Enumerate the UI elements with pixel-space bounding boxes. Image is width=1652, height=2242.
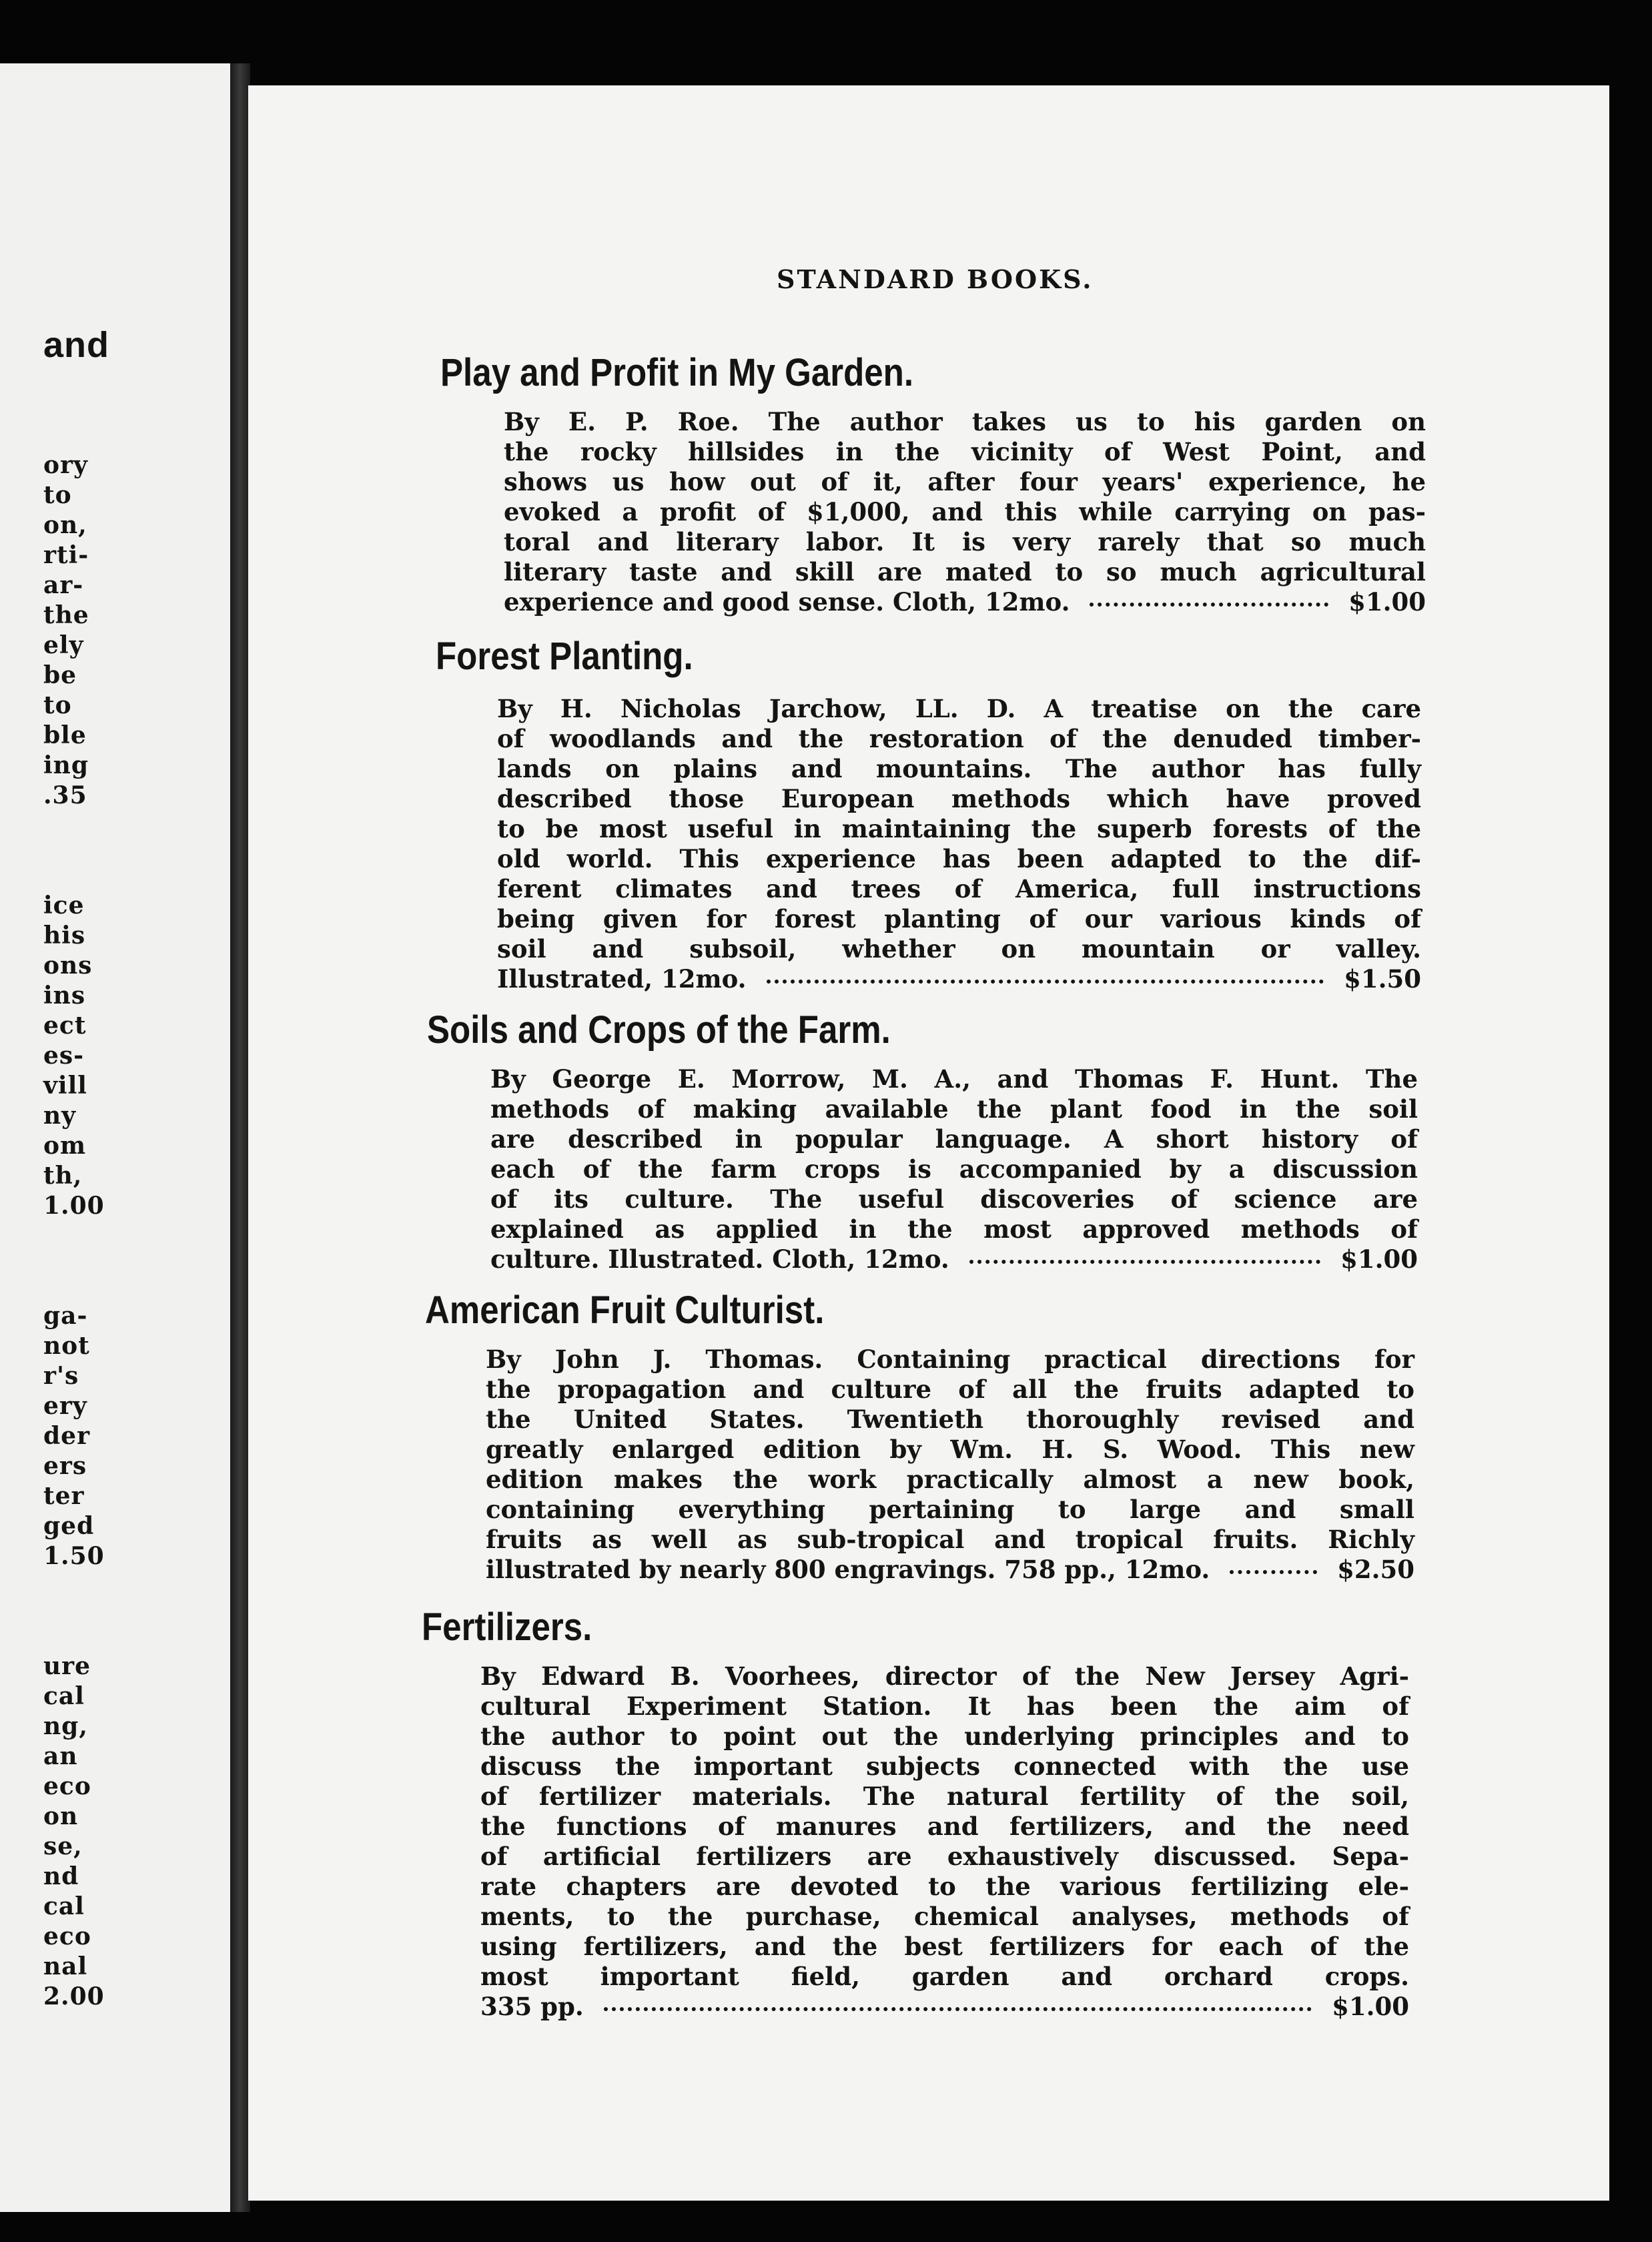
- book-description-line: cultural Experiment Station. It has been the aim of: [480, 1692, 1409, 1721]
- book-price-line: [497, 964, 1421, 994]
- book-price-line: [504, 587, 1426, 617]
- left-page-text-fragment: vill: [43, 1072, 87, 1100]
- left-page-text-fragment: om: [43, 1132, 87, 1160]
- dot-leader: [969, 1260, 1320, 1264]
- book-price: $1.00: [1340, 1244, 1418, 1274]
- left-page-text-fragment: and: [43, 325, 110, 365]
- left-page-text-fragment: der: [43, 1422, 91, 1450]
- book-description-line: the author to point out the underlying principles and to: [480, 1722, 1409, 1751]
- left-page-text-fragment: ice: [43, 891, 85, 919]
- left-page-text-fragment: ery: [43, 1392, 87, 1420]
- left-page-text-fragment: ure: [43, 1652, 91, 1680]
- book-description-line: being given for forest planting of our various kinds of: [497, 904, 1421, 933]
- book-description-line: discuss the important subjects connected with the use: [480, 1752, 1409, 1781]
- page-header: STANDARD BOOKS.: [777, 264, 1094, 294]
- book-description-line: rate chapters are devoted to the various fertilizing ele-: [480, 1872, 1409, 1901]
- left-page-text-fragment: 1.50: [43, 1542, 105, 1570]
- book-description-line: the United States. Twentieth thoroughly revised and: [486, 1405, 1414, 1434]
- left-page-fragment: [0, 63, 230, 2212]
- left-page-text-fragment: r's: [43, 1362, 79, 1390]
- book-description-last-line: culture. Illustrated. Cloth, 12mo.: [490, 1244, 949, 1274]
- book-description-line: toral and literary labor. It is very rarely that so much: [504, 527, 1426, 556]
- left-page-text-fragment: not: [43, 1332, 90, 1360]
- left-page-text-fragment: ers: [43, 1452, 87, 1480]
- book-description-line: lands on plains and mountains. The author has fully: [497, 754, 1421, 783]
- book-title: Play and Profit in My Garden.: [440, 351, 914, 394]
- left-page-text-fragment: his: [43, 921, 86, 950]
- left-page-text-fragment: ged: [43, 1512, 95, 1540]
- book-price: $1.00: [1348, 587, 1426, 617]
- left-page-text-fragment: ny: [43, 1102, 77, 1130]
- left-page-text-fragment: cal: [43, 1892, 85, 1920]
- book-description-line: greatly enlarged edition by Wm. H. S. Wood. This new: [486, 1435, 1414, 1464]
- dot-leader: [604, 2007, 1312, 2011]
- book-description-line: ments, to the purchase, chemical analyses, methods of: [480, 1902, 1409, 1931]
- left-page-text-fragment: nd: [43, 1862, 79, 1890]
- left-page-text-fragment: ble: [43, 721, 87, 749]
- left-page-text-fragment: on: [43, 1802, 79, 1830]
- book-description-line: the functions of manures and fertilizers, and the need: [480, 1812, 1409, 1841]
- book-description-line: explained as applied in the most approved methods of: [490, 1214, 1418, 1244]
- left-page-text-fragment: 2.00: [43, 1982, 105, 2010]
- book-price-line: [486, 1555, 1414, 1584]
- left-page-text-fragment: ins: [43, 982, 86, 1010]
- book-price: $1.00: [1332, 1992, 1409, 2021]
- book-description-line: soil and subsoil, whether on mountain or valley.: [497, 934, 1421, 964]
- book-description-line: evoked a profit of $1,000, and this while carrying on pas-: [504, 497, 1426, 526]
- book-description-line: By E. P. Roe. The author takes us to his garden on: [504, 407, 1426, 436]
- left-page-text-fragment: ect: [43, 1012, 87, 1040]
- left-page-text-fragment: be: [43, 661, 77, 689]
- left-page-text-fragment: ely: [43, 631, 84, 659]
- left-page-text-fragment: ng,: [43, 1712, 88, 1740]
- left-page-text-fragment: to: [43, 481, 72, 509]
- book-price: $2.50: [1337, 1555, 1414, 1584]
- book-description-line: edition makes the work practically almost a new book,: [486, 1465, 1414, 1494]
- book-description-line: described those European methods which have proved: [497, 784, 1421, 813]
- book-description-line: each of the farm crops is accompanied by a discussion: [490, 1154, 1418, 1184]
- book-title: American Fruit Culturist.: [425, 1288, 825, 1332]
- left-page-text-fragment: se,: [43, 1832, 83, 1860]
- dot-leader: [767, 980, 1324, 984]
- book-price-line: [480, 1992, 1409, 2021]
- left-page-text-fragment: the: [43, 601, 89, 629]
- left-page-text-fragment: rti-: [43, 541, 89, 569]
- book-description-line: literary taste and skill are mated to so much agricultural: [504, 557, 1426, 587]
- book-description-line: of woodlands and the restoration of the denuded timber-: [497, 724, 1421, 753]
- book-description-last-line: 335 pp.: [480, 1992, 584, 2021]
- dot-leader: [1090, 603, 1328, 607]
- book-description-line: By H. Nicholas Jarchow, LL. D. A treatise on the care: [497, 694, 1421, 723]
- left-page-text-fragment: .35: [43, 781, 87, 809]
- left-page-text-fragment: ga-: [43, 1302, 88, 1330]
- book-description-line: of its culture. The useful discoveries of science are: [490, 1184, 1418, 1214]
- book-title: Forest Planting.: [436, 635, 693, 678]
- book-title: Soils and Crops of the Farm.: [427, 1008, 891, 1052]
- left-page-text-fragment: nal: [43, 1952, 88, 1980]
- book-description-line: shows us how out of it, after four years' experience, he: [504, 467, 1426, 496]
- book-description-line: By George E. Morrow, M. A., and Thomas F. Hunt. The: [490, 1064, 1418, 1094]
- left-page-text-fragment: ory: [43, 451, 88, 479]
- book-description-line: the rocky hillsides in the vicinity of West Point, and: [504, 437, 1426, 466]
- left-page-text-fragment: eco: [43, 1922, 91, 1950]
- left-page-text-fragment: cal: [43, 1682, 85, 1710]
- book-description-line: By John J. Thomas. Containing practical directions for: [486, 1345, 1414, 1374]
- book-description-line: of fertilizer materials. The natural fertility of the soil,: [480, 1782, 1409, 1811]
- book-description-line: most important field, garden and orchard crops.: [480, 1962, 1409, 1991]
- book-description-line: containing everything pertaining to large and small: [486, 1495, 1414, 1524]
- book-price-line: [490, 1244, 1418, 1274]
- left-page-text-fragment: ar-: [43, 571, 84, 599]
- book-description-last-line: Illustrated, 12mo.: [497, 964, 747, 994]
- book-title: Fertilizers.: [422, 1605, 592, 1649]
- left-page-text-fragment: ons: [43, 952, 93, 980]
- book-description-line: to be most useful in maintaining the superb forests of the: [497, 814, 1421, 843]
- book-description-line: the propagation and culture of all the fruits adapted to: [486, 1375, 1414, 1404]
- left-page-text-fragment: an: [43, 1742, 78, 1770]
- book-description-line: fruits as well as sub-tropical and tropical fruits. Richly: [486, 1525, 1414, 1554]
- book-description-line: of artificial fertilizers are exhaustively discussed. Sepa-: [480, 1842, 1409, 1871]
- book-description-line: ferent climates and trees of America, full instructions: [497, 874, 1421, 903]
- dot-leader: [1230, 1570, 1317, 1574]
- left-page-text-fragment: eco: [43, 1772, 91, 1800]
- book-description-line: old world. This experience has been adapted to the dif-: [497, 844, 1421, 873]
- book-description-last-line: experience and good sense. Cloth, 12mo.: [504, 587, 1070, 617]
- book-description-line: By Edward B. Voorhees, director of the New Jersey Agri-: [480, 1661, 1409, 1691]
- left-page-text-fragment: to: [43, 691, 72, 719]
- left-page-text-fragment: th,: [43, 1162, 83, 1190]
- left-page-text-fragment: ing: [43, 751, 89, 779]
- book-description-line: are described in popular language. A short history of: [490, 1124, 1418, 1154]
- left-page-text-fragment: ter: [43, 1482, 85, 1510]
- book-price: $1.50: [1344, 964, 1421, 994]
- book-description-line: using fertilizers, and the best fertilizers for each of the: [480, 1932, 1409, 1961]
- book-description-last-line: illustrated by nearly 800 engravings. 758 pp., 12mo.: [486, 1555, 1210, 1584]
- left-page-text-fragment: es-: [43, 1042, 85, 1070]
- left-page-text-fragment: on,: [43, 511, 87, 539]
- book-description-line: methods of making available the plant food in the soil: [490, 1094, 1418, 1124]
- book-gutter: [230, 63, 250, 2212]
- left-page-text-fragment: 1.00: [43, 1192, 105, 1220]
